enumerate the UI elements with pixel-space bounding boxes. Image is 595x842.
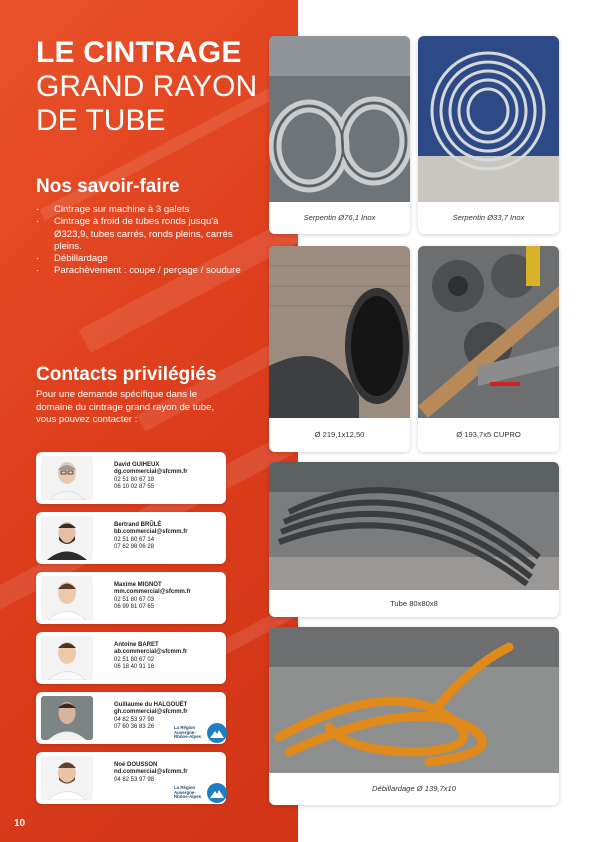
list-item: · Cintrage sur machine à 3 galets: [36, 204, 241, 216]
contact-email[interactable]: bb.commercial@sfcmm.fr: [114, 529, 188, 536]
savoir-faire-heading: Nos savoir-faire: [36, 176, 180, 197]
region-logo: [174, 723, 227, 743]
photo-serpentin-inox: [269, 36, 410, 202]
region-logo: [174, 783, 227, 803]
page-title: [36, 36, 257, 138]
contact-name: David GUIHEUX: [114, 462, 160, 468]
contact-email[interactable]: dg.commercial@sfcmm.fr: [114, 469, 188, 476]
avatar: [41, 516, 93, 560]
contact-mobile[interactable]: 07 60 36 83 26: [114, 723, 155, 730]
savoir-faire-list: [36, 204, 241, 278]
contact-card: [36, 692, 226, 744]
contacts-heading: Contacts privilégiés: [36, 364, 217, 385]
contact-mobile[interactable]: 06 10 02 87 55: [114, 483, 155, 490]
contact-details: [114, 522, 188, 551]
contact-phone[interactable]: 04 82 53 97 98: [114, 716, 155, 723]
contact-card: [36, 572, 226, 624]
contact-name: Noé DOUSSON: [114, 762, 158, 768]
title-line-2: GRAND RAYON: [36, 70, 258, 103]
region-logo-text: La Région Auvergne-Rhône-Alpes: [174, 784, 202, 800]
list-item: · Débillardage: [36, 253, 241, 265]
contact-phone[interactable]: 02 51 80 67 02: [114, 656, 155, 663]
region-logo-text: La Région Auvergne-Rhône-Alpes: [174, 724, 202, 740]
photo-card: [418, 246, 559, 452]
contact-card: [36, 632, 226, 684]
contact-mobile[interactable]: 07 62 98 06 28: [114, 543, 155, 550]
avatar: [41, 576, 93, 620]
contact-details: [114, 762, 188, 784]
contact-details: [114, 642, 187, 671]
photo-large-tube: [269, 246, 410, 418]
contact-card: [36, 752, 226, 804]
avatar: [41, 636, 93, 680]
contact-email[interactable]: gh.commercial@sfcmm.fr: [114, 709, 188, 716]
mountain-icon: [207, 783, 227, 803]
contact-card: [36, 452, 226, 504]
photo-caption: Tube 80x80x8: [390, 599, 438, 608]
photo-cupro-tube: [418, 246, 559, 418]
title-line-3: DE TUBE: [36, 104, 166, 137]
photo-square-tube: [269, 462, 559, 590]
list-item: · Cintrage à froid de tubes ronds jusqu'à Ø323,9, tubes carrés, ronds pleins, carrés pleins.: [36, 216, 241, 253]
contact-mobile[interactable]: 06 99 81 07 65: [114, 603, 155, 610]
mountain-icon: [207, 723, 227, 743]
contact-mobile[interactable]: 06 18 40 91 16: [114, 663, 155, 670]
contact-phone[interactable]: 04 82 53 97 98: [114, 776, 155, 783]
contact-details: [114, 582, 191, 611]
photo-serpentin-inox-small: [418, 36, 559, 202]
list-item: · Parachèvement : coupe / perçage / soudure: [36, 265, 241, 277]
avatar: [41, 756, 93, 800]
photo-caption: Débillardage Ø 139,7x10: [371, 784, 456, 793]
contact-email[interactable]: mm.commercial@sfcmm.fr: [114, 589, 191, 596]
contact-phone[interactable]: 02 51 80 67 18: [114, 476, 155, 483]
photo-card: [269, 36, 410, 234]
photo-debillardage: [269, 627, 559, 773]
contact-details: [114, 462, 188, 491]
contact-phone[interactable]: 02 51 80 67 14: [114, 536, 155, 543]
photo-card: [418, 36, 559, 234]
photo-card: [269, 627, 559, 805]
photo-caption: Ø 219,1x12,50: [314, 430, 365, 439]
contact-card: [36, 512, 226, 564]
contact-name: Antoine BARET: [114, 642, 159, 648]
contact-name: Guillaume du HALGOUËT: [114, 702, 188, 708]
contact-phone[interactable]: 02 51 80 67 03: [114, 596, 155, 603]
contacts-intro: Pour une demande spécifique dans le domaine du cintrage grand rayon de tube, vous pouvez contacter :: [36, 389, 215, 425]
photo-caption: Ø 193,7x5 CUPRO: [456, 430, 521, 439]
contact-name: Maxime MIGNOT: [114, 582, 162, 588]
photo-card: [269, 462, 559, 617]
photo-caption: Serpentin Ø33,7 Inox: [452, 213, 525, 222]
title-line-1: LE CINTRAGE: [36, 36, 242, 69]
page-number: 10: [14, 818, 26, 829]
avatar: [41, 696, 93, 740]
photo-card: [269, 246, 410, 452]
contact-email[interactable]: ab.commercial@sfcmm.fr: [114, 649, 188, 656]
contact-email[interactable]: nd.commercial@sfcmm.fr: [114, 769, 188, 776]
photo-caption: Serpentin Ø76,1 Inox: [303, 213, 376, 222]
avatar: [41, 456, 93, 500]
contact-name: Bertrand BRÛLÉ: [114, 522, 162, 528]
